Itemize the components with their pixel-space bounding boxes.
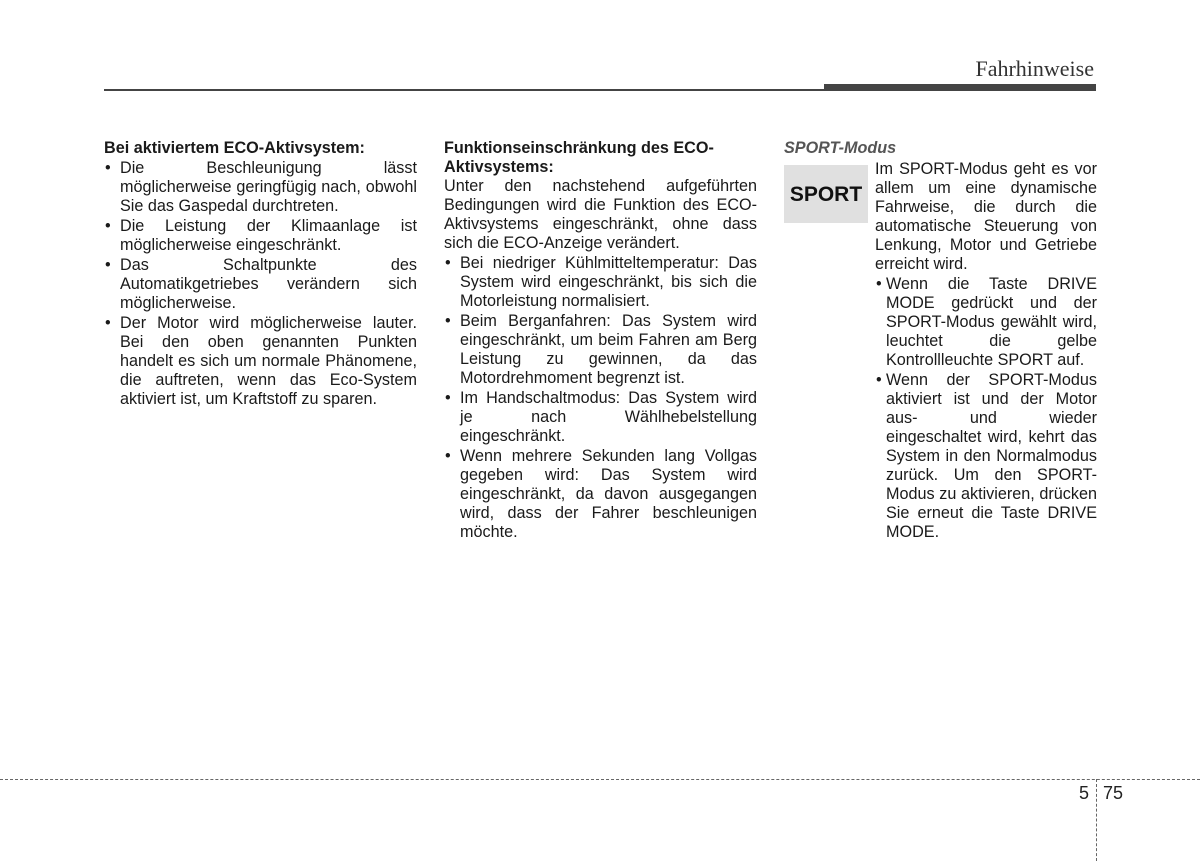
column-eco-limitation: [444, 139, 757, 542]
list-item: • Die Leistung der Klimaanlage ist möglicherweise eingeschränkt.: [104, 217, 417, 255]
header-rule-thin: [104, 89, 824, 91]
sport-indicator-icon: SPORT: [784, 165, 868, 223]
sport-intro-row: [784, 160, 1097, 274]
eco-limitation-list: [444, 254, 757, 542]
eco-limitation-intro: Unter den nachstehend aufgeführten Bedingungen wird die Funktion des ECO-Aktivsystems eingeschränkt, ohne dass sich die ECO-Anzeige verändert.: [444, 177, 757, 252]
list-item: • Bei niedriger Kühlmitteltemperatur: Das System wird eingeschränkt, bis sich die Motorleistung normalisiert.: [444, 254, 757, 311]
column-eco-active: [104, 139, 417, 409]
list-item: • Wenn die Taste DRIVE MODE gedrückt und der SPORT-Modus gewählt wird, leuchtet die gelbe Kontrollleuchte SPORT auf.: [875, 275, 1097, 370]
header-rule-thick: [824, 84, 1096, 91]
chapter-number: 5: [1079, 783, 1090, 803]
list-item: • Beim Berganfahren: Das System wird eingeschränkt, um beim Fahren am Berg Leistung zu gewinnen, da das Motordrehmoment begrenzt ist.: [444, 312, 757, 388]
sport-mode-heading: SPORT-Modus: [784, 139, 897, 157]
list-item: • Das Schaltpunkte des Automatikgetriebes verändern sich möglicherweise.: [104, 256, 417, 313]
list-item: • Wenn mehrere Sekunden lang Vollgas gegeben wird: Das System wird eingeschränkt, da davon ausgegangen wird, dass der Fahrer beschleunigen möchte.: [444, 447, 757, 542]
sport-mode-intro: Im SPORT-Modus geht es vor allem um eine dynamische Fahrweise, die durch die automatische Steuerung von Lenkung, Motor und Getriebe erreicht wird.: [875, 160, 1097, 273]
eco-active-heading: Bei aktiviertem ECO-Aktivsystem:: [104, 139, 365, 157]
list-item: • Der Motor wird möglicherweise lauter. Bei den oben genannten Punkten handelt es sich um normale Phänomene, die auftreten, wenn das Eco-System aktiviert ist, um Kraftstoff zu sparen.: [104, 314, 417, 409]
eco-active-list: [104, 159, 417, 409]
page-header-title: Fahrhinweise: [975, 56, 1094, 81]
list-item: • Die Beschleunigung lässt möglicherweise geringfügig nach, obwohl Sie das Gaspedal durchtreten.: [104, 159, 417, 216]
footer-vertical-divider: [1096, 779, 1097, 861]
list-item: • Im Handschaltmodus: Das System wird je nach Wählhebelstellung eingeschränkt.: [444, 389, 757, 446]
page-number: 75: [1103, 783, 1124, 803]
footer-divider: [0, 779, 1200, 780]
column-sport-mode: [784, 139, 1097, 542]
list-item: • Wenn der SPORT-Modus aktiviert ist und der Motor aus- und wieder eingeschaltet wird, kehrt das System in den Normalmodus zurück. Um den SPORT-Modus zu aktivieren, drücken Sie erneut die Taste DRIVE MODE.: [875, 371, 1097, 542]
sport-mode-list: [875, 275, 1097, 542]
eco-limitation-heading: Funktionseinschränkung des ECO-Aktivsystems:: [444, 139, 714, 176]
